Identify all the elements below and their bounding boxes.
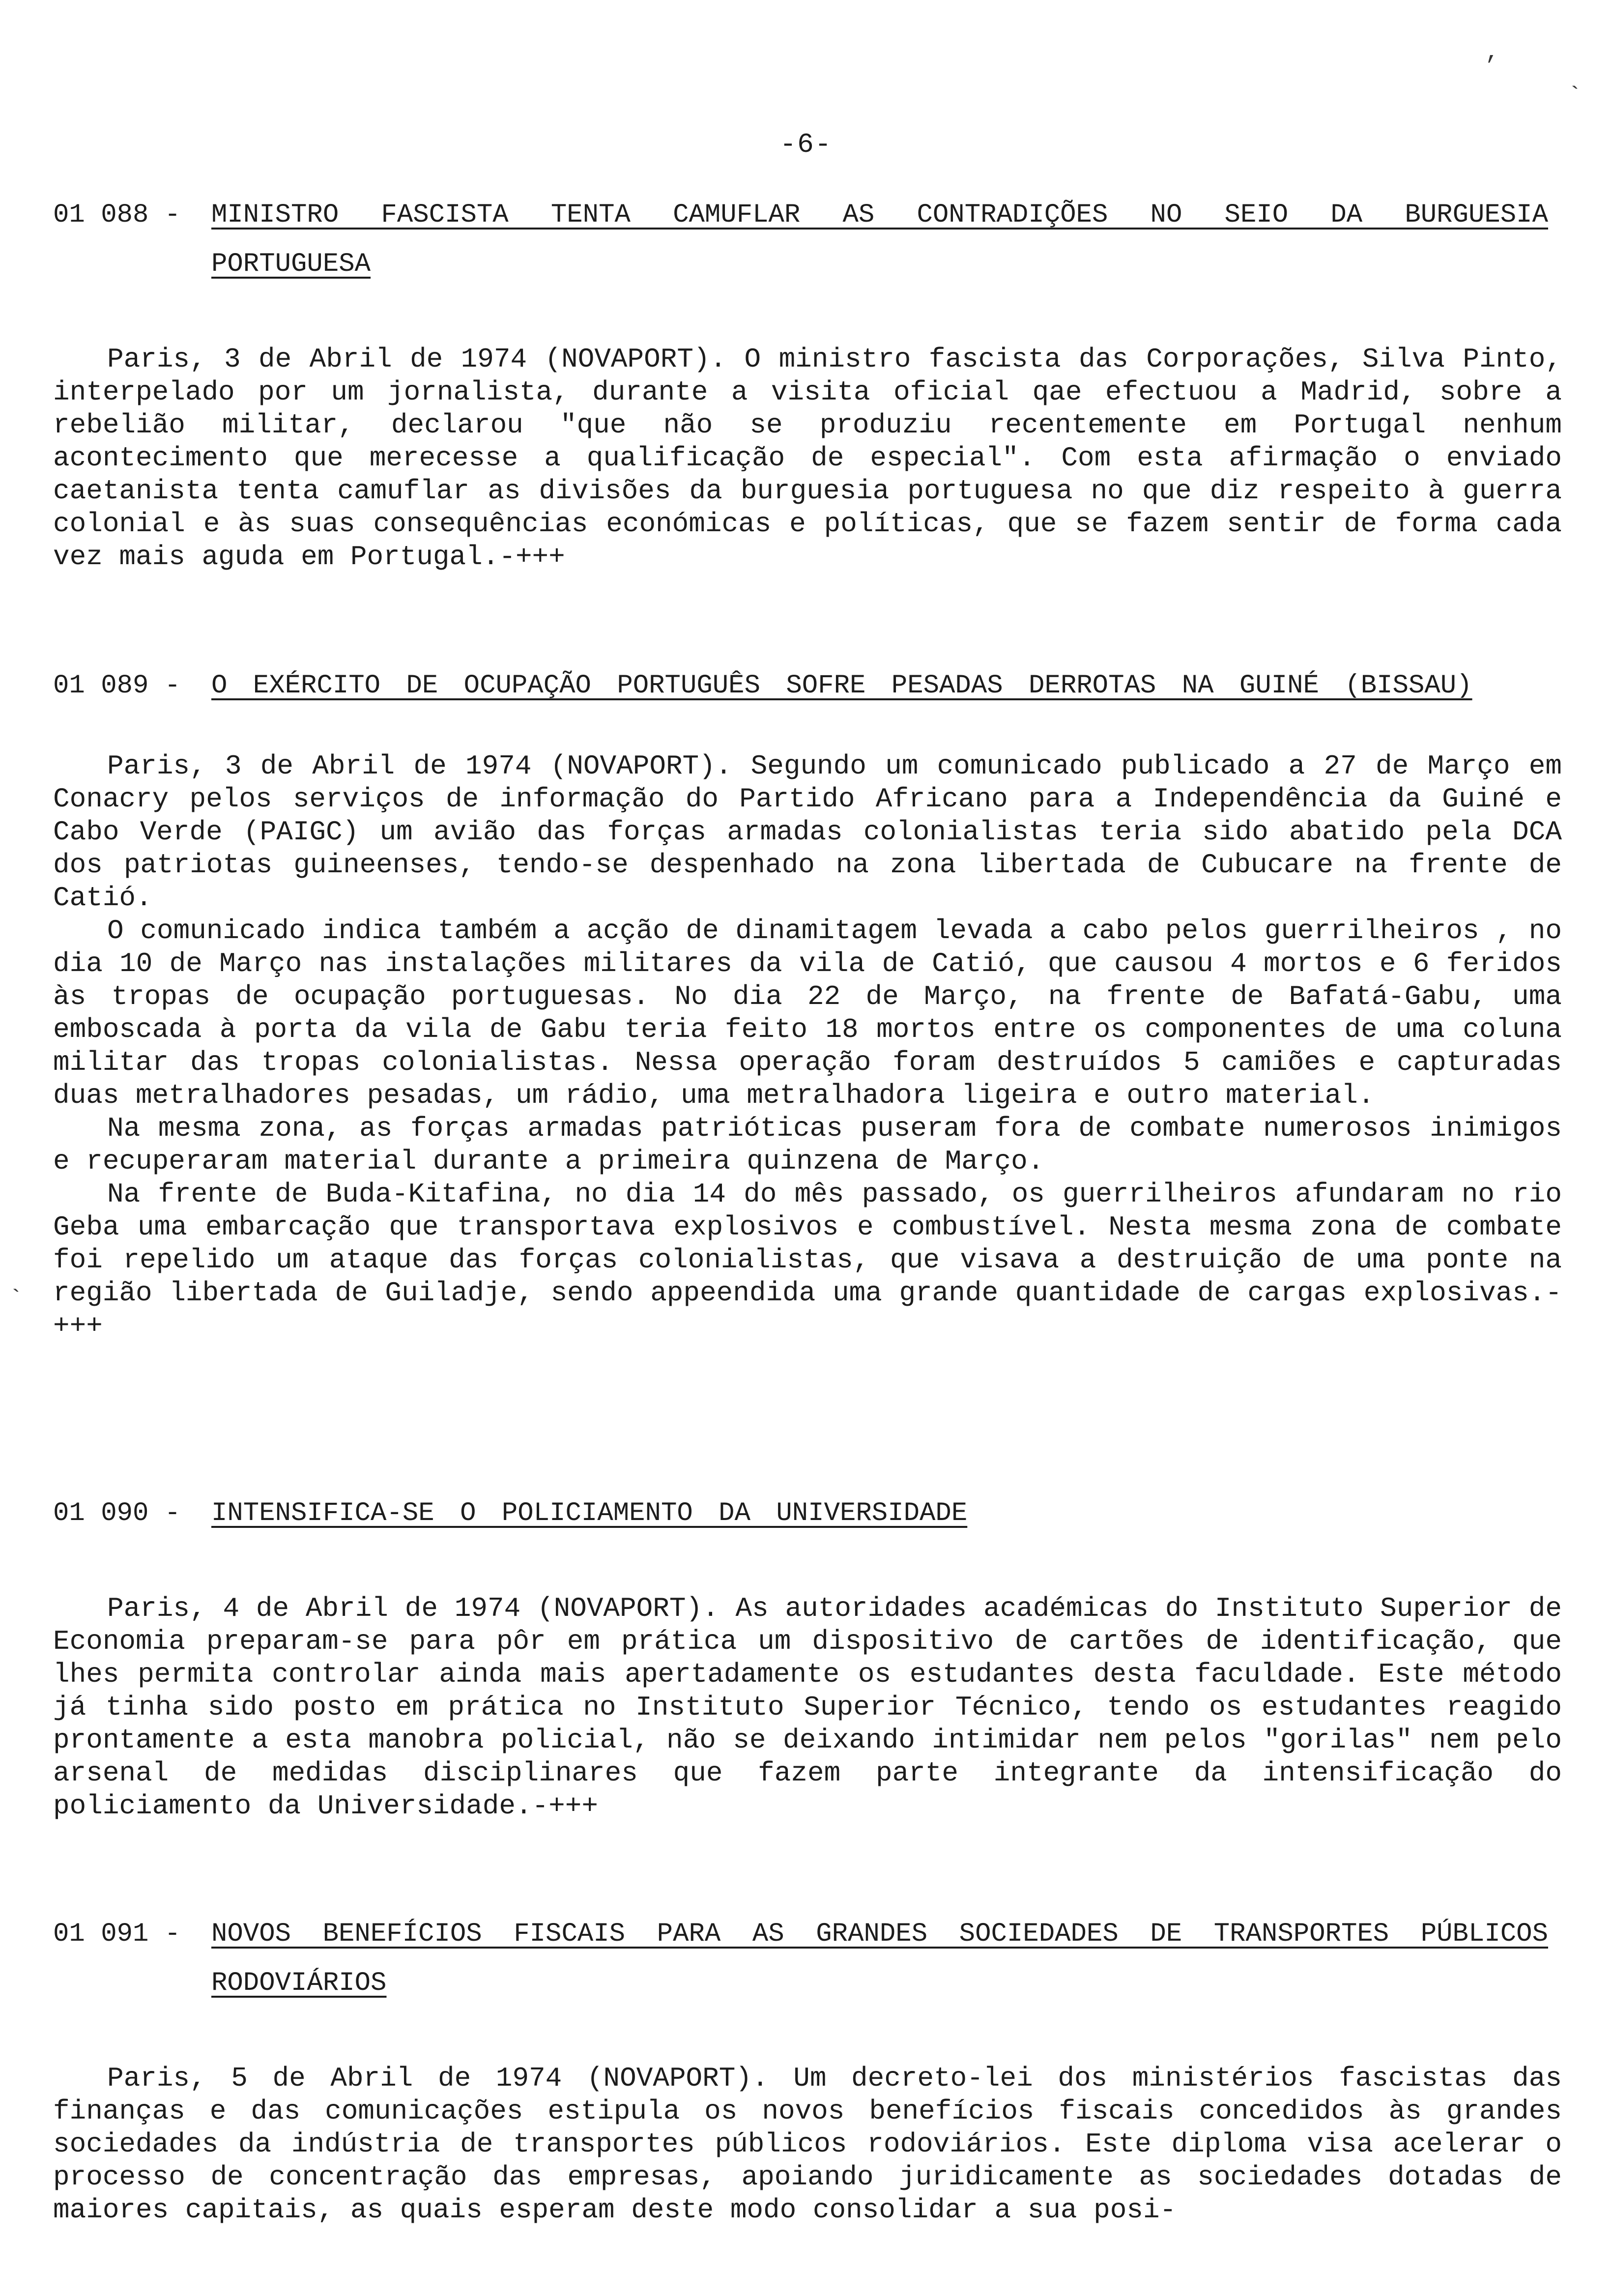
article-01-090 — [53, 1489, 1562, 1823]
article-paragraph: O comunicado indica também a acção de dinamitagem levada a cabo pelos guerrilheiros , no dia 10 de Março nas instalações militares da vila de Catió, que causou 4 mortos e 6 feridos às tropas de ocupação portuguesas. No dia 22 de Março, na frente de Bafatá-Gabu, uma emboscada à porta da vila de Gabu teria feito 18 mortos entre os componentes de uma coluna militar das tropas colonialistas. Nessa operação foram destruídos 5 camiões e capturadas duas metralhadores pesadas, um rádio, uma metralhadora ligeira e outro material. — [53, 915, 1562, 1111]
scan-speck: ` — [1568, 84, 1582, 110]
article-heading — [53, 661, 1562, 711]
article-paragraph: Paris, 3 de Abril de 1974 (NOVAPORT). O ministro fascista das Corporações, Silva Pinto, interpelado por um jornalista, durante a visita oficial qae efectuou a Madrid, sobre a rebelião militar, declarou "que não se produziu recentemente em Portugal nenhum acontecimento que merecesse a qualificação de especial". Com esta afirmação o enviado caetanista tenta camuflar as divisões da burguesia portuguesa no que diz respeito à guerra colonial e às suas consequências económicas e políticas, que se fazem sentir de forma cada vez mais aguda em Portugal.-+++ — [53, 344, 1562, 573]
article-title: O EXÉRCITO DE OCUPAÇÃO PORTUGUÊS SOFRE PESADAS DERROTAS NA GUINÉ (BISSAU) — [211, 671, 1472, 701]
article-code: 01 088 - — [53, 200, 181, 230]
article-01-091 — [53, 1910, 1562, 2227]
article-body — [53, 1592, 1562, 1823]
article-01-089 — [53, 661, 1562, 1343]
article-code: 01 091 - — [53, 1919, 181, 1949]
article-body — [53, 343, 1562, 574]
article-paragraph: Paris, 3 de Abril de 1974 (NOVAPORT). Segundo um comunicado publicado a 27 de Março em Conacry pelos serviços de informação do Partido Africano para a Independência da Guiné e Cabo Verde (PAIGC) um avião das forças armadas colonialistas teria sido abatido pela DCA dos patriotas guineenses, tendo-se despenhado na zona libertada de Cubucare na frente de Catió. — [53, 750, 1562, 914]
article-paragraph: Na mesma zona, as forças armadas patrióticas puseram fora de combate numerosos inimigos e recuperaram material durante a primeira quinzena de Março. — [53, 1113, 1562, 1177]
article-title: NOVOS BENEFÍCIOS FISCAIS PARA AS GRANDES SOCIEDADES DE TRANSPORTES PÚBLICOS RODOVIÁRIOS — [211, 1919, 1548, 1998]
article-body — [53, 2062, 1562, 2227]
article-paragraph: Paris, 5 de Abril de 1974 (NOVAPORT). Um decreto-lei dos ministérios fascistas das finanças e das comunicações estipula os novos benefícios fiscais concedidos às grandes sociedades da indústria de transportes públicos rodoviários. Este diploma visa acelerar o processo de concentração das empresas, apoiando juridicamente as sociedades dotadas de maiores capitais, as quais esperam deste modo consolidar a sua posi- — [53, 2063, 1562, 2226]
article-heading — [53, 191, 1562, 289]
scan-speck: ` — [9, 1287, 23, 1313]
page-number: -6- — [779, 129, 833, 160]
article-code: 01 089 - — [53, 671, 181, 701]
article-body — [53, 750, 1562, 1343]
article-01-088 — [53, 191, 1562, 574]
article-paragraph: Paris, 4 de Abril de 1974 (NOVAPORT). As autoridades académicas do Instituto Superior de Economia preparam-se para pôr em prática um dispositivo de cartões de identificação, que lhes permita controlar ainda mais apertadamente os estudantes desta faculdade. Este método já tinha sido posto em prática no Instituto Superior Técnico, tendo os estudantes reagido prontamente a esta manobra policial, não se deixando intimidar nem pelos "gorilas" nem pelo arsenal de medidas disciplinares que fazem parte integrante da intensificação do policiamento da Universidade.-+++ — [53, 1593, 1562, 1822]
article-code: 01 090 - — [53, 1498, 181, 1528]
article-title: INTENSIFICA-SE O POLICIAMENTO DA UNIVERSIDADE — [211, 1498, 968, 1528]
article-heading — [53, 1910, 1562, 2008]
scan-speck: , — [1485, 39, 1499, 66]
article-paragraph: Na frente de Buda-Kitafina, no dia 14 do mês passado, os guerrilheiros afundaram no rio Geba uma embarcação que transportava explosivos e combustível. Nesta mesma zona de combate foi repelido um ataque das forças colonialistas, que visava a destruição de uma ponte na região libertada de Guiladje, sendo appeendida uma grande quantidade de cargas explosivas.-+++ — [53, 1178, 1562, 1342]
article-heading — [53, 1489, 1562, 1538]
article-title: MINISTRO FASCISTA TENTA CAMUFLAR AS CONTRADIÇÕES NO SEIO DA BURGUESIA PORTUGUESA — [211, 200, 1548, 279]
